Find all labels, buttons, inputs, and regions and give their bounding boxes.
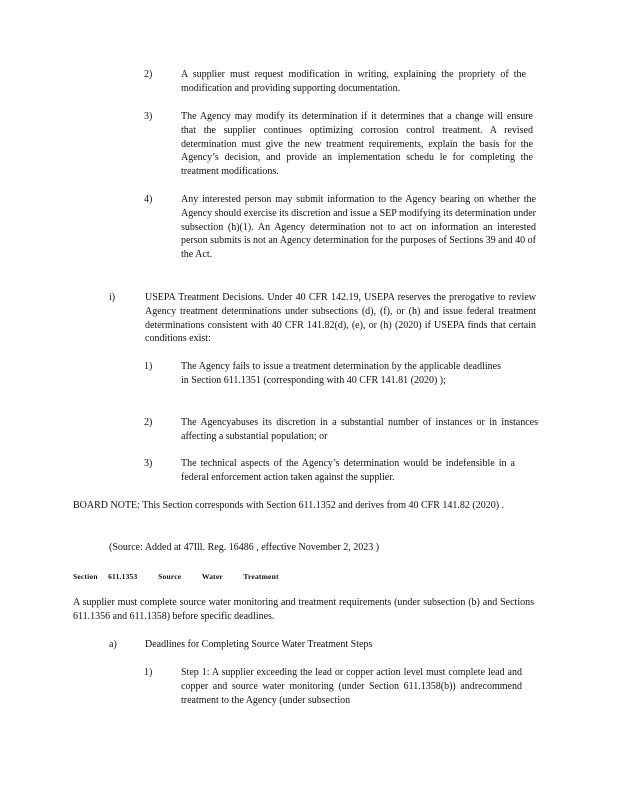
item-number: 1) [144, 667, 153, 678]
item-text: Any interested person may submit information to the Agency bearing on whether the Agency should exercise its discretion and issue a SEP modifying its determination under subsection (h)(1). An Agency determination not to act on information an interested person submits is not an Agency determination for the purposes of Sections 39 and 40 of the Act. [181, 194, 536, 261]
item-text: The Agency fails to issue a treatment determination by the applicable deadlines in Section 611.1351 (corresponding with 40 CFR 141.81 (2020) ); [181, 361, 501, 386]
board-note: BOARD NOTE: This Section corresponds with Section 611.1352 and derives from 40 CFR 141.82 (2020) . [73, 500, 505, 511]
item-text: The Agencyabuses its discretion in a substantial number of instances or in instances affecting a substantial population; or [181, 417, 538, 442]
item-number: 2) [144, 417, 153, 428]
subsection-heading: Deadlines for Completing Source Water Treatment Steps [145, 639, 373, 650]
item-text: The technical aspects of the Agency’s determination would be indefensible in a federal enforcement action taken against the supplier. [181, 458, 515, 483]
item-number: 3) [144, 111, 153, 122]
item-text: A supplier must request modification in writing, explaining the propriety of the modification and providing supporting documentation. [181, 69, 526, 94]
section-heading: Section 611.1353 Source Water Treatment [73, 572, 279, 581]
item-number: 2) [144, 69, 153, 80]
item-text: The Agency may modify its determination if it determines that a change will ensure that the supplier continues optimizing corrosion control treatment. A revised determination must give the new treatment requirements, explain the basis for the Agency’s decision, and provide an implementation schedu le for completing the treatment modifications. [181, 111, 533, 178]
item-number: 3) [144, 458, 153, 469]
item-text: Step 1: A supplier exceeding the lead or copper action level must complete lead and copper and source water monitoring (under Section 611.1358(b)) andrecommend treatment to the Agency (under subsection [181, 667, 522, 706]
item-number: 1) [144, 361, 153, 372]
item-text: USEPA Treatment Decisions. Under 40 CFR 142.19, USEPA reserves the prerogative to review Agency treatment determinations under subsections (d), (f), or (h) and issue federal treatment determinations consistent with 40 CFR 141.82(d), (e), or (h) (2020) if USEPA finds that certain conditions exist: [145, 292, 536, 345]
source-note: (Source: Added at 47Ill. Reg. 16486 , effective November 2, 2023 ) [109, 542, 380, 553]
section-intro: A supplier must complete source water monitoring and treatment requirements (under subsection (b) and Sections 611.1356 and 611.1358) before specific deadlines. [73, 597, 534, 622]
subsection-number: a) [109, 639, 117, 650]
item-number: 4) [144, 194, 153, 205]
item-number: i) [109, 292, 116, 303]
